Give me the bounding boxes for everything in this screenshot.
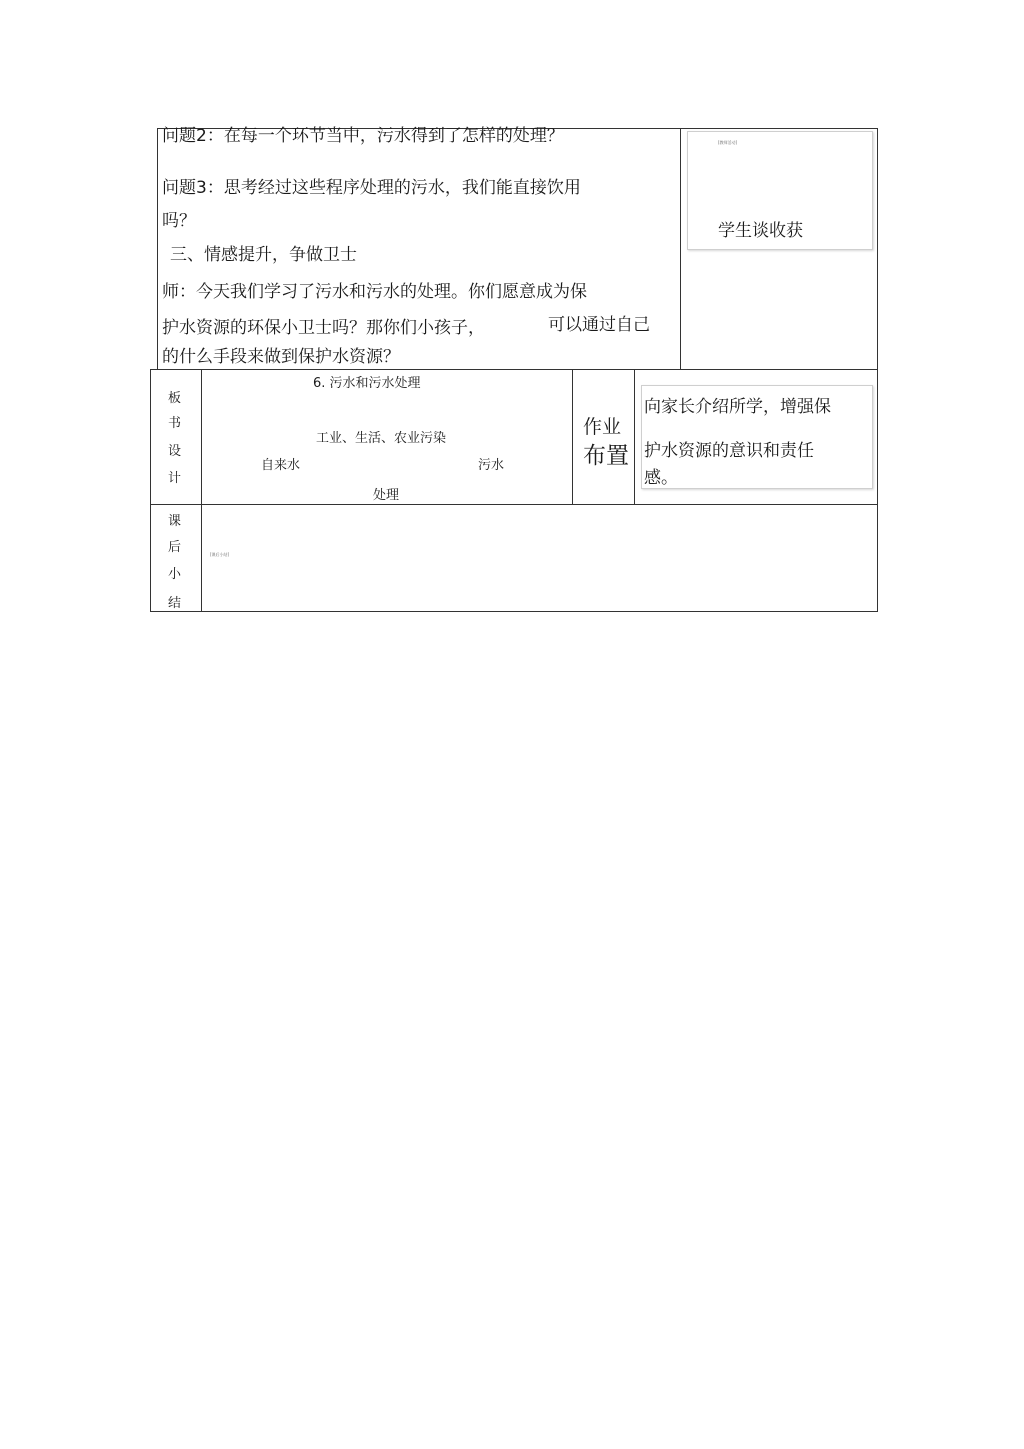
board-title: 6. 污水和污水处理 xyxy=(313,376,421,391)
summary-label-2: 后 xyxy=(168,540,182,555)
homework-label-bottom: 布置 xyxy=(583,443,629,469)
table-line xyxy=(572,369,573,504)
table-line xyxy=(157,128,158,370)
board-tap-water: 自来水 xyxy=(261,458,301,473)
question-3-cont: 吗？ xyxy=(162,211,196,231)
section-heading: 三、情感提升，争做卫士 xyxy=(170,245,357,265)
board-label-3: 设 xyxy=(168,444,182,459)
table-line xyxy=(634,369,635,504)
board-label-4: 计 xyxy=(168,471,182,486)
table-line xyxy=(680,128,681,370)
table-line xyxy=(877,128,878,612)
board-pollution-sources: 工业、生活、农业污染 xyxy=(316,431,447,446)
homework-line-1: 向家长介绍所学，增强保 xyxy=(644,397,831,417)
board-treatment: 处理 xyxy=(373,488,400,503)
summary-label-3: 小 xyxy=(168,567,182,582)
board-label-1: 板 xyxy=(168,391,182,406)
summary-tiny-text: [课后小结] xyxy=(210,552,230,557)
table-line xyxy=(150,369,878,370)
board-label-2: 书 xyxy=(168,416,182,431)
teacher-line-2b: 可以通过自己 xyxy=(548,315,650,335)
summary-label-4: 结 xyxy=(168,596,182,611)
homework-line-3: 感。 xyxy=(644,468,678,488)
table-line xyxy=(150,611,878,612)
summary-label-1: 课 xyxy=(168,514,182,529)
table-line xyxy=(150,369,151,612)
table-line xyxy=(201,369,202,612)
student-activity-text: 学生谈收获 xyxy=(718,221,803,241)
teacher-line-1: 师：今天我们学习了污水和污水的处理。你们愿意成为保 xyxy=(162,282,587,302)
board-sewage: 污水 xyxy=(478,458,505,473)
homework-label-top: 作业 xyxy=(583,416,622,438)
tiny-caption: [教师活动] xyxy=(718,140,738,145)
teacher-line-2: 护水资源的环保小卫士吗？那你们小孩子， xyxy=(162,318,485,338)
question-3: 问题3：思考经过这些程序处理的污水，我们能直接饮用 xyxy=(162,178,581,198)
question-2: 问题2：在每一个环节当中，污水得到了怎样的处理？ xyxy=(162,126,564,146)
table-line xyxy=(150,504,878,505)
homework-line-2: 护水资源的意识和责任 xyxy=(644,441,814,461)
teacher-line-3: 的什么手段来做到保护水资源？ xyxy=(162,347,400,367)
